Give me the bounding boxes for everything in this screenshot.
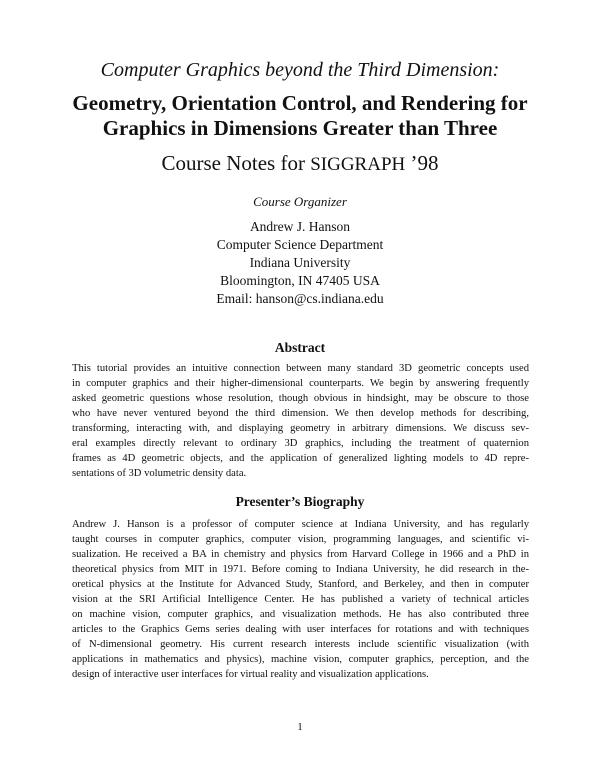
conference-name: SIGGRAPH <box>310 154 406 175</box>
organizer-department: Computer Science Department <box>216 237 384 252</box>
abstract-line: asked geometric questions whose resolution, though obvious in hindsight, may be obscure to those <box>72 393 529 404</box>
organizer-email: Email: hanson@cs.indiana.edu <box>216 291 384 306</box>
biography-line: sualization. He received a BA in chemistry and physics from Harvard College in 1966 and a PhD in <box>72 549 529 560</box>
biography-paragraph <box>72 517 529 682</box>
biography-line: Andrew J. Hanson is a professor of computer science at Indiana University, and has regularly <box>72 519 529 530</box>
biography-line: vision at the SRI Artificial Intelligence Center. He has published a variety of technical articles <box>72 594 529 605</box>
biography-line: oretical physics at the Institute for Advanced Study, Stanford, and Berkeley, and then in computer <box>72 579 529 590</box>
abstract-line: transforming, interacting with, and displaying geometry in arbitrary dimensions. We discuss sev- <box>72 423 529 434</box>
biography-line: on machine vision, computer graphics, and visualization methods. He has also contributed three <box>72 609 529 620</box>
series-title: Computer Graphics beyond the Third Dimension: <box>100 59 500 81</box>
abstract-line: eral examples directly relevant to ordinary 3D graphics, including the treatment of quaternion <box>72 438 529 449</box>
organizer-name: Andrew J. Hanson <box>249 219 351 234</box>
biography-line: articles to the Graphics Gems series dealing with user interfaces for rotations and with techniques <box>72 624 529 635</box>
biography-line: of N-dimensional geometry. His current research interests include scientific visualization (with <box>72 639 529 650</box>
page-number: 1 <box>297 721 303 733</box>
biography-line: theoretical physics from MIT in 1971. Before coming to Indiana University, he did research in the- <box>72 564 529 575</box>
biography-line: design of interactive user interfaces for virtual reality and visualization applications. <box>72 669 429 680</box>
abstract-line: sentations of 3D volumetric density data. <box>72 468 247 479</box>
organizer-label: Course Organizer <box>253 194 347 209</box>
abstract-paragraph <box>72 361 529 481</box>
biography-heading: Presenter’s Biography <box>235 494 365 509</box>
conference-year: ’98 <box>405 151 439 175</box>
biography-line: applications in mathematics and physics), machine vision, computer graphics, perception, and the <box>72 654 529 665</box>
abstract-line: in computer graphics and their higher-dimensional counterparts. We begin by answering frequently <box>72 378 529 389</box>
document-title-line-2: Graphics in Dimensions Greater than Three <box>102 116 498 140</box>
course-notes-prefix: Course Notes for <box>161 151 311 175</box>
organizer-university: Indiana University <box>249 255 351 270</box>
abstract-heading: Abstract <box>274 340 326 355</box>
abstract-line: who have never ventured beyond the third dimension. We then develop methods for describing, <box>72 408 529 419</box>
document-title-line-1: Geometry, Orientation Control, and Rendering for <box>72 91 528 115</box>
organizer-address: Bloomington, IN 47405 USA <box>220 273 380 288</box>
abstract-line: This tutorial provides an intuitive connection between many standard 3D geometric concepts used <box>72 363 529 374</box>
biography-line: taught courses in computer graphics, computer vision, programming languages, and scientific vi- <box>72 534 529 545</box>
course-notes-subtitle <box>0 150 600 178</box>
abstract-line: frames as 4D geometric objects, and the application of generalized lighting models to 4D repre- <box>72 453 529 464</box>
